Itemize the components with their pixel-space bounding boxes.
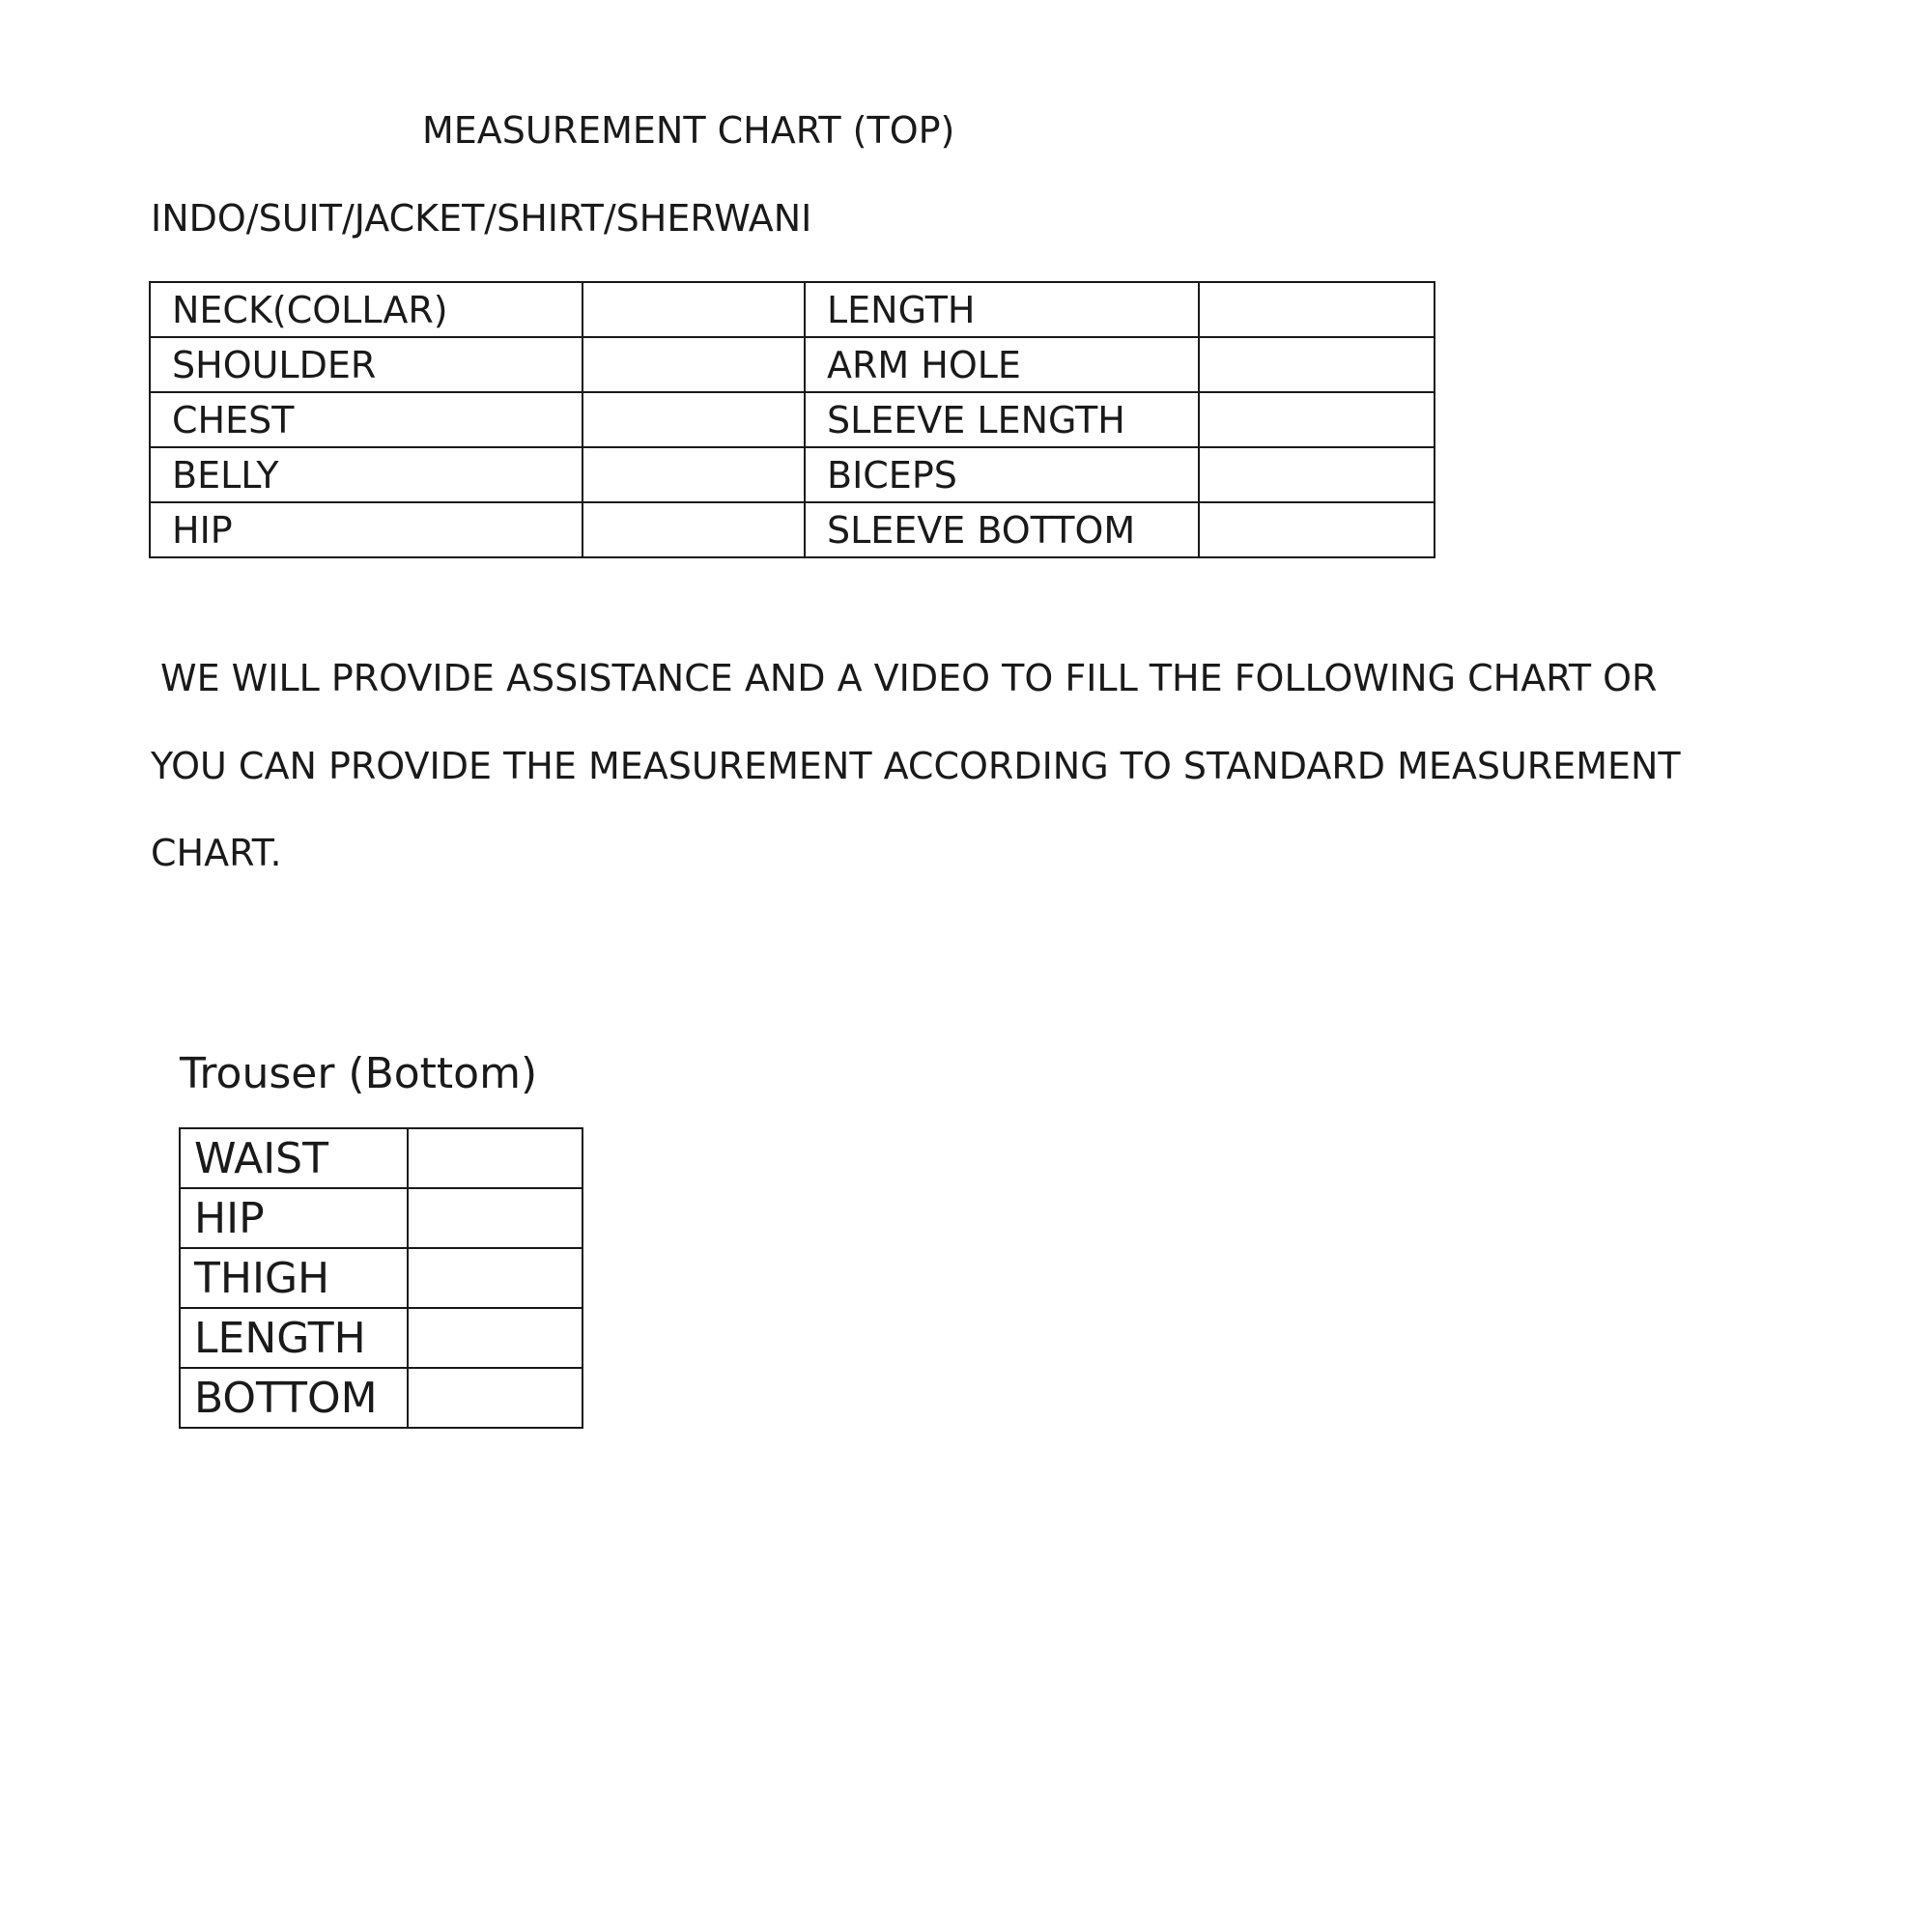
measurement-label: THIGH bbox=[180, 1248, 408, 1308]
measurement-label: BOTTOM bbox=[180, 1368, 408, 1428]
top-chart-title: MEASUREMENT CHART (TOP) bbox=[422, 109, 955, 152]
measurement-label: BELLY bbox=[150, 447, 582, 502]
measurement-label: HIP bbox=[150, 502, 582, 557]
measurement-label: SLEEVE BOTTOM bbox=[805, 502, 1199, 557]
table-row bbox=[150, 502, 1435, 557]
table-row bbox=[180, 1188, 582, 1248]
measurement-value-cell[interactable] bbox=[408, 1308, 582, 1368]
measurement-value-cell[interactable] bbox=[408, 1248, 582, 1308]
bottom-chart-title: Trouser (Bottom) bbox=[180, 1049, 538, 1098]
measurement-value-cell[interactable] bbox=[582, 447, 805, 502]
measurement-value-cell[interactable] bbox=[408, 1188, 582, 1248]
table-row bbox=[180, 1248, 582, 1308]
measurement-value-cell[interactable] bbox=[1199, 282, 1435, 337]
measurement-label: ARM HOLE bbox=[805, 337, 1199, 392]
measurement-label: NECK(COLLAR) bbox=[150, 282, 582, 337]
measurement-label: LENGTH bbox=[180, 1308, 408, 1368]
note-line-3: CHART. bbox=[151, 832, 282, 874]
measurement-value-cell[interactable] bbox=[1199, 337, 1435, 392]
table-row bbox=[180, 1308, 582, 1368]
measurement-label: SLEEVE LENGTH bbox=[805, 392, 1199, 447]
measurement-value-cell[interactable] bbox=[582, 337, 805, 392]
top-chart-garments: INDO/SUIT/JACKET/SHIRT/SHERWANI bbox=[151, 197, 812, 240]
table-row bbox=[150, 447, 1435, 502]
measurement-label: BICEPS bbox=[805, 447, 1199, 502]
measurement-label: CHEST bbox=[150, 392, 582, 447]
table-row bbox=[150, 337, 1435, 392]
measurement-value-cell[interactable] bbox=[408, 1368, 582, 1428]
measurement-label: LENGTH bbox=[805, 282, 1199, 337]
top-measurement-table bbox=[149, 281, 1435, 558]
note-line-1: WE WILL PROVIDE ASSISTANCE AND A VIDEO TO FILL THE FOLLOWING CHART OR bbox=[160, 657, 1658, 699]
measurement-value-cell[interactable] bbox=[582, 282, 805, 337]
measurement-value-cell[interactable] bbox=[582, 502, 805, 557]
table-row bbox=[180, 1368, 582, 1428]
bottom-measurement-table bbox=[179, 1127, 583, 1429]
note-line-2: YOU CAN PROVIDE THE MEASUREMENT ACCORDING TO STANDARD MEASUREMENT bbox=[151, 745, 1681, 787]
table-row bbox=[150, 392, 1435, 447]
measurement-label: SHOULDER bbox=[150, 337, 582, 392]
measurement-label: HIP bbox=[180, 1188, 408, 1248]
measurement-value-cell[interactable] bbox=[1199, 447, 1435, 502]
measurement-value-cell[interactable] bbox=[408, 1128, 582, 1188]
table-row bbox=[150, 282, 1435, 337]
measurement-value-cell[interactable] bbox=[582, 392, 805, 447]
measurement-value-cell[interactable] bbox=[1199, 392, 1435, 447]
measurement-value-cell[interactable] bbox=[1199, 502, 1435, 557]
table-row bbox=[180, 1128, 582, 1188]
measurement-label: WAIST bbox=[180, 1128, 408, 1188]
